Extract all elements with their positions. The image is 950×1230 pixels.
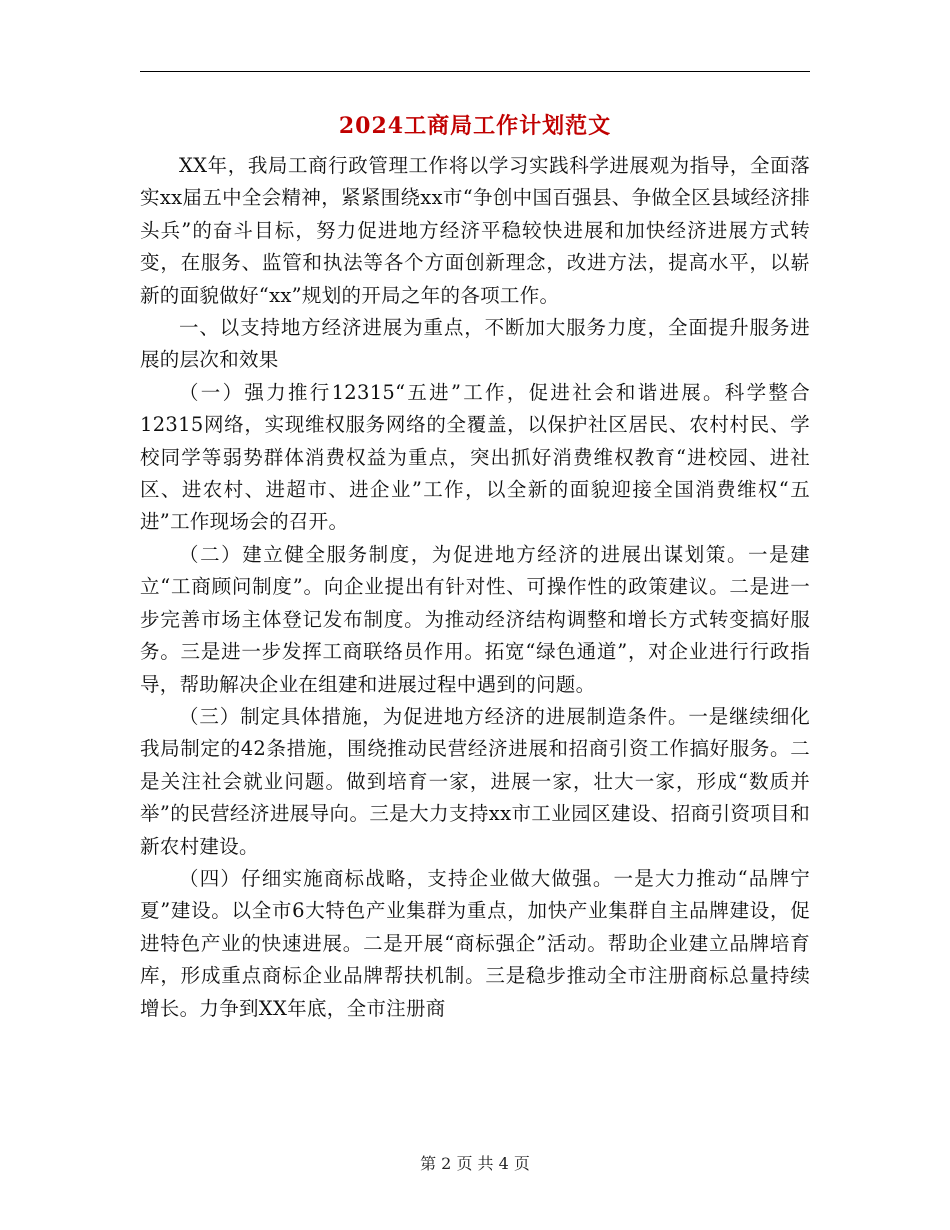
document-title: 2024工商局工作计划范文 [338, 113, 612, 139]
subsection-paragraph-2: （二）建立健全服务制度，为促进地方经济的进展出谋划策。一是建立“工商顾问制度”。向企业提出有针对性、可操作性的政策建议。二是进一步完善市场主体登记发布制度。为推动经济结构调整和增长方式转变搞好服务。三是进一步发挥工商联络员作用。拓宽“绿色通道”，对企业进行行政指导，帮助解决企业在组建和进展过程中遇到的问题。 [140, 542, 810, 696]
page-number-footer: 第 2 页 共 4 页 [420, 1154, 530, 1173]
document-body [140, 150, 810, 1025]
subsection-paragraph-1: （一）强力推行12315“五进”工作，促进社会和谐进展。科学整合12315网络，实现维权服务网络的全覆盖，以保护社区居民、农村村民、学校同学等弱势群体消费权益为重点，突出抓好消费维权教育“进校园、进社区、进农村、进超市、进企业”工作，以全新的面貌迎接全国消费维权“五进”工作现场会的召开。 [140, 380, 810, 534]
subsection-paragraph-4: （四）仔细实施商标战略，支持企业做大做强。一是大力推动“品牌宁夏”建设。以全市6大特色产业集群为重点，加快产业集群自主品牌建设，促进特色产业的快速进展。二是开展“商标强企”活动。帮助企业建立品牌培育库，形成重点商标企业品牌帮扶机制。三是稳步推动全市注册商标总量持续增长。力争到XX年底，全市注册商 [140, 866, 810, 1020]
intro-paragraph: XX年，我局工商行政管理工作将以学习实践科学进展观为指导，全面落实xx届五中全会精神，紧紧围绕xx市“争创中国百强县、争做全区县域经济排头兵”的奋斗目标，努力促进地方经济平稳较快进展和加快经济进展方式转变，在服务、监管和执法等各个方面创新理念，改进方法，提高水平，以崭新的面貌做好“xx”规划的开局之年的各项工作。 [140, 154, 810, 307]
header-rule [140, 71, 810, 72]
section-heading-1: 一、以支持地方经济进展为重点，不断加大服务力度，全面提升服务进展的层次和效果 [140, 316, 810, 372]
subsection-paragraph-3: （三）制定具体措施，为促进地方经济的进展制造条件。一是继续细化我局制定的42条措施，围绕推动民营经济进展和招商引资工作搞好服务。二是关注社会就业问题。做到培育一家，进展一家，壮大一家，形成“数质并举”的民营经济进展导向。三是大力支持xx市工业园区建设、招商引资项目和新农村建设。 [140, 704, 810, 858]
